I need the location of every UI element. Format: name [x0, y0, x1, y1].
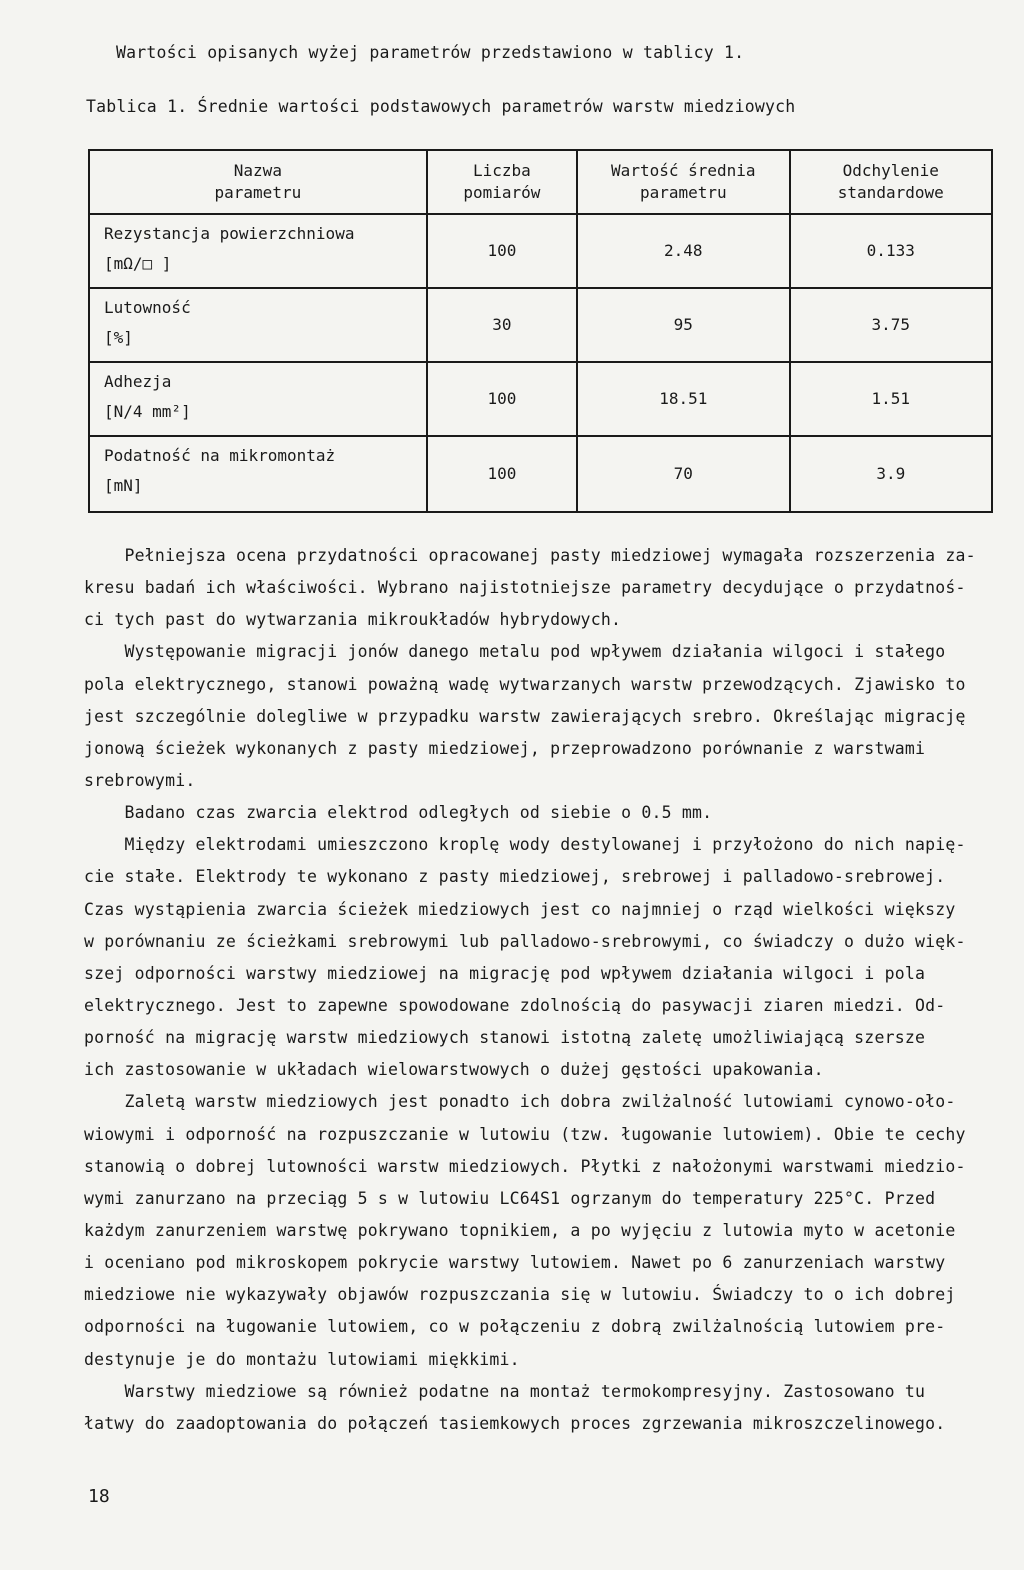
row-parameter-name: Adhezja [N/4 mm²]: [89, 362, 427, 436]
body-line: cie stałe. Elektrody te wykonano z pasty miedziowej, srebrowej i palladowo-srebrowej.: [84, 867, 946, 887]
body-line: wiowymi i odporność na rozpuszczanie w lutowiu (tzw. ługowanie lutowiem). Obie te cechy: [84, 1124, 966, 1144]
row-std: 0.133: [790, 214, 992, 288]
row-parameter-unit: [N/4 mm²]: [104, 402, 191, 421]
row-mean: 70: [577, 436, 789, 512]
body-line: w porównaniu ze ścieżkami srebrowymi lub palladowo-srebrowymi, co świadczy o dużo więk-: [84, 931, 966, 951]
table-caption: Tablica 1. Średnie wartości podstawowych parametrów warstw miedziowych: [86, 97, 796, 116]
body-line: jest szczególnie dolegliwe w przypadku warstw zawierających srebro. Określając migrację: [84, 706, 966, 726]
body-line: łatwy do zaadoptowania do połączeń tasiemkowych proces zgrzewania mikroszczelinowego.: [84, 1413, 946, 1433]
parameters-table: [88, 149, 993, 513]
body-line: odporności na ługowanie lutowiem, co w połączeniu z dobrą zwilżalnością lutowiem pre-: [84, 1317, 946, 1337]
header-cell-std: Odchylenie standardowe: [790, 150, 992, 214]
body-line: ich zastosowanie w układach wielowarstwowych o dużej gęstości upakowania.: [84, 1060, 824, 1080]
row-count: 100: [427, 362, 577, 436]
row-parameter-name: Lutowność [%]: [89, 288, 427, 362]
body-line: porność na migrację warstw miedziowych stanowi istotną zaletę umożliwiającą szersze: [84, 1028, 926, 1048]
body-line: wymi zanurzano na przeciąg 5 s w lutowiu LC64S1 ogrzanym do temperatury 225°C. Przed: [84, 1188, 936, 1208]
table-row: [89, 288, 992, 362]
row-parameter-name: Podatność na mikromontaż [mN]: [89, 436, 427, 512]
body-line: Występowanie migracji jonów danego metalu pod wpływem działania wilgoci i stałego: [84, 642, 946, 662]
body-line: Zaletą warstw miedziowych jest ponadto ich dobra zwilżalność lutowiami cynowo-oło-: [84, 1092, 956, 1112]
row-std: 3.75: [790, 288, 992, 362]
row-mean: 95: [577, 288, 789, 362]
body-line: jonową ścieżek wykonanych z pasty miedziowej, przeprowadzono porównanie z warstwami: [84, 738, 926, 758]
body-line: każdym zanurzeniem warstwę pokrywano topnikiem, a po wyjęciu z lutowia myto w acetonie: [84, 1220, 956, 1240]
row-parameter-name: Rezystancja powierzchniowa [mΩ/□ ]: [89, 214, 427, 288]
row-parameter-unit: [%]: [104, 328, 133, 347]
body-line: Między elektrodami umieszczono kroplę wody destylowanej i przyłożono do nich napię-: [84, 835, 966, 855]
page-number: 18: [88, 1486, 110, 1507]
body-line: Czas wystąpienia zwarcia ścieżek miedziowych jest co najmniej o rząd wielkości większy: [84, 899, 956, 919]
body-line: Badano czas zwarcia elektrod odległych od siebie o 0.5 mm.: [84, 803, 713, 823]
row-count: 30: [427, 288, 577, 362]
row-mean: 18.51: [577, 362, 789, 436]
header-cell-name: Nazwa parametru: [89, 150, 427, 214]
row-count: 100: [427, 436, 577, 512]
table-row: [89, 214, 992, 288]
body-line: szej odporności warstwy miedziowej na migrację pod wpływem działania wilgoci i pola: [84, 963, 926, 983]
body-line: kresu badań ich właściwości. Wybrano najistotniejsze parametry decydujące o przydatnoś-: [84, 578, 966, 598]
row-count: 100: [427, 214, 577, 288]
row-parameter-unit: [mΩ/□ ]: [104, 254, 172, 273]
row-parameter-unit: [mN]: [104, 476, 143, 495]
row-std: 3.9: [790, 436, 992, 512]
body-line: destynuje je do montażu lutowiami miękkimi.: [84, 1349, 520, 1369]
body-line: Pełniejsza ocena przydatności opracowanej pasty miedziowej wymagała rozszerzenia za-: [84, 546, 976, 565]
body-line: miedziowe nie wykazywały objawów rozpuszczania się w lutowiu. Świadczy to o ich dobrej: [84, 1285, 956, 1305]
body-line: srebrowymi.: [84, 770, 196, 790]
intro-sentence: Wartości opisanych wyżej parametrów przedstawiono w tablicy 1.: [116, 43, 745, 62]
body-line: elektrycznego. Jest to zapewne spowodowane zdolnością do pasywacji ziaren miedzi. Od-: [84, 995, 946, 1015]
table-row: [89, 436, 992, 512]
body-line: pola elektrycznego, stanowi poważną wadę wytwarzanych warstw przewodzących. Zjawisko to: [84, 674, 966, 694]
table-row: [89, 362, 992, 436]
body-line: stanowią o dobrej lutowności warstw miedziowych. Płytki z nałożonymi warstwami miedzio-: [84, 1156, 966, 1176]
row-std: 1.51: [790, 362, 992, 436]
body-line: i oceniano pod mikroskopem pokrycie warstwy lutowiem. Nawet po 6 zanurzeniach warstwy: [84, 1253, 946, 1273]
body-line: ci tych past do wytwarzania mikroukładów hybrydowych.: [84, 610, 622, 630]
header-cell-count: Liczba pomiarów: [427, 150, 577, 214]
body-line: Warstwy miedziowe są również podatne na montaż termokompresyjny. Zastosowano tu: [84, 1381, 926, 1401]
body-text: [84, 540, 1004, 1440]
header-cell-mean: Wartość średnia parametru: [577, 150, 789, 214]
row-mean: 2.48: [577, 214, 789, 288]
table-header-row: [89, 150, 992, 214]
